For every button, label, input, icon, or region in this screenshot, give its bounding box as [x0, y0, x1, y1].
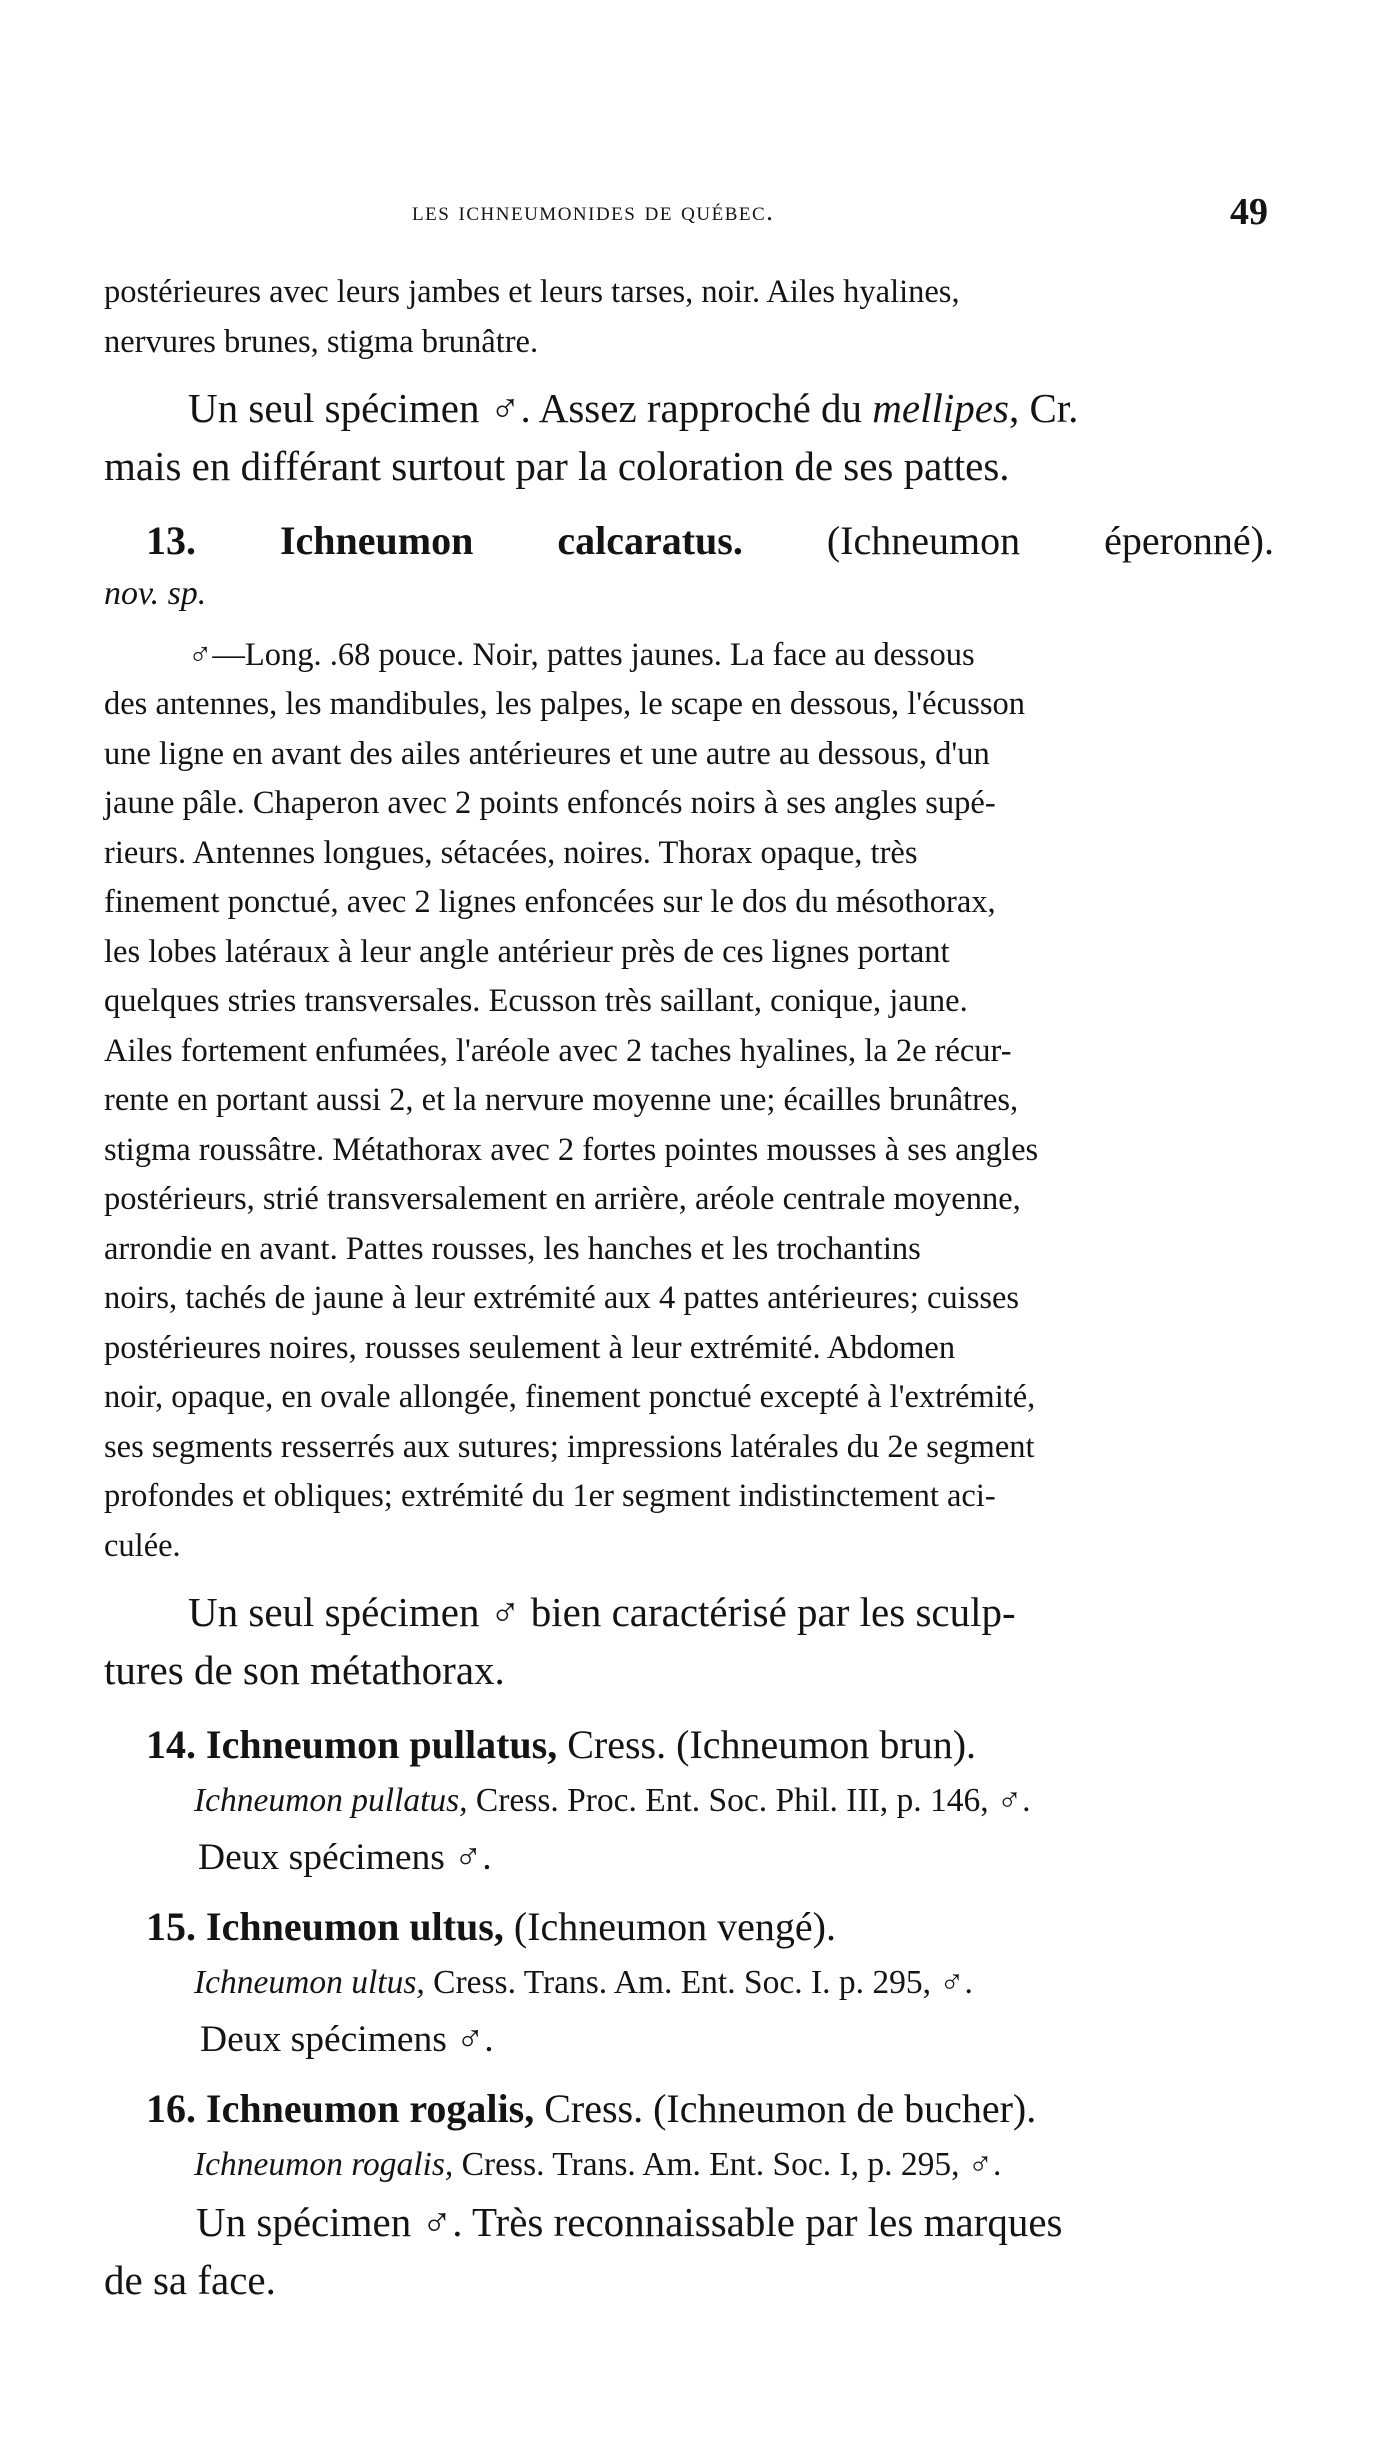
- species-16-author-common: Cress. (Ichneumon de bucher).: [534, 2086, 1037, 2131]
- desc-line: les lobes latéraux à leur angle antérieur près de ces lignes portant: [104, 933, 950, 970]
- desc-line: ses segments resserrés aux sutures; impressions latérales du 2e segment: [104, 1428, 1035, 1465]
- desc-line: des antennes, les mandibules, les palpes, le scape en dessous, l'écusson: [104, 686, 1026, 722]
- species-15-name: 15. Ichneumon ultus,: [146, 1904, 504, 1949]
- desc-line: noirs, tachés de jaune à leur extrémité aux 4 pattes antérieures; cuisses: [104, 1280, 1020, 1316]
- desc-line: Ailes fortement enfumées, l'aréole avec 2 taches hyalines, la 2e récur-: [104, 1032, 1012, 1069]
- desc-line: rente en portant aussi 2, et la nervure moyenne une; écailles brunâtres,: [104, 1082, 1019, 1118]
- species-15-count: Deux spécimens ♂.: [200, 2019, 494, 2060]
- species-13-remark-line-1: Un seul spécimen ♂ bien caractérisé par les sculp-: [188, 1589, 1016, 1635]
- species-15-ref-italic: Ichneumon ultus,: [194, 1964, 425, 2001]
- species-15-heading: [104, 1899, 1274, 1955]
- desc-line: ♂—Long. .68 pouce. Noir, pattes jaunes. La face au dessous: [188, 636, 975, 673]
- desc-line: quelques stries transversales. Ecusson très saillant, conique, jaune.: [104, 983, 968, 1019]
- species-16-ref-italic: Ichneumon rogalis,: [194, 2146, 454, 2183]
- intro-remark-italic: mellipes: [872, 385, 1009, 431]
- intro-remark: [104, 379, 1274, 437]
- desc-line: postérieures noires, rousses seulement à leur extrémité. Abdomen: [104, 1329, 956, 1366]
- species-14-ref-italic: Ichneumon pullatus,: [194, 1782, 468, 1819]
- desc-line: culée.: [104, 1527, 181, 1564]
- intro-remark-b: , Cr.: [1008, 385, 1079, 431]
- species-16-reference: [104, 2137, 1274, 2193]
- intro-line-2: nervures brunes, stigma brunâtre.: [104, 323, 539, 360]
- species-16-remark-line-1: Un spécimen ♂. Très reconnaissable par les marques: [196, 2199, 1063, 2245]
- species-16-name: 16. Ichneumon rogalis,: [146, 2086, 535, 2131]
- page-body: [104, 268, 1274, 2309]
- intro-line-1: postérieures avec leurs jambes et leurs tarses, noir. Ailes hyalines,: [104, 274, 960, 310]
- species-16-heading: [104, 2081, 1274, 2137]
- species-14-reference: [104, 1773, 1274, 1829]
- species-13-novsp: nov. sp.: [104, 575, 207, 612]
- species-13-description: [104, 631, 1274, 1572]
- desc-line: noir, opaque, en ovale allongée, finement ponctué excepté à l'extrémité,: [104, 1379, 1036, 1415]
- species-14-ref-rest: Cress. Proc. Ent. Soc. Phil. III, p. 146, ♂.: [467, 1782, 1031, 1819]
- species-13-heading: [104, 513, 1274, 569]
- species-13-name: 13. Ichneumon calcaratus.: [146, 518, 743, 563]
- species-16-remark-line-2: de sa face.: [104, 2257, 276, 2303]
- species-15-ref-rest: Cress. Trans. Am. Ent. Soc. I. p. 295, ♂.: [424, 1964, 973, 2001]
- species-13-common: (Ichneumon éperonné).: [826, 518, 1274, 563]
- species-14-heading: [104, 1717, 1274, 1773]
- species-14-count: Deux spécimens ♂.: [198, 1837, 492, 1878]
- desc-line: rieurs. Antennes longues, sétacées, noires. Thorax opaque, très: [104, 834, 918, 871]
- desc-line: une ligne en avant des ailes antérieures et une autre au dessous, d'un: [104, 735, 990, 772]
- running-title: les ichneumonides de québec.: [412, 196, 775, 226]
- species-13-remark-line-2: tures de son métathorax.: [104, 1647, 505, 1693]
- desc-line: profondes et obliques; extrémité du 1er segment indistinctement aci-: [104, 1478, 996, 1514]
- species-15-reference: [104, 1955, 1274, 2011]
- intro-remark-line-2: mais en différant surtout par la coloration de ses pattes.: [104, 443, 1010, 489]
- desc-line: stigma roussâtre. Métathorax avec 2 fortes pointes mousses à ses angles: [104, 1131, 1039, 1168]
- desc-line: jaune pâle. Chaperon avec 2 points enfoncés noirs à ses angles supé-: [104, 785, 996, 821]
- page-number: 49: [1230, 191, 1268, 233]
- species-14-author-common: Cress. (Ichneumon brun).: [557, 1722, 977, 1767]
- desc-line: postérieurs, strié transversalement en arrière, aréole centrale moyenne,: [104, 1181, 1021, 1217]
- species-14-name: 14. Ichneumon pullatus,: [146, 1722, 558, 1767]
- desc-line: finement ponctué, avec 2 lignes enfoncées sur le dos du mésothorax,: [104, 884, 996, 920]
- species-15-author-common: (Ichneumon vengé).: [503, 1904, 836, 1949]
- intro-remark-a: Un seul spécimen ♂. Assez rapproché du: [188, 385, 873, 431]
- desc-line: arrondie en avant. Pattes rousses, les hanches et les trochantins: [104, 1230, 921, 1267]
- species-16-ref-rest: Cress. Trans. Am. Ent. Soc. I, p. 295, ♂.: [453, 2146, 1002, 2183]
